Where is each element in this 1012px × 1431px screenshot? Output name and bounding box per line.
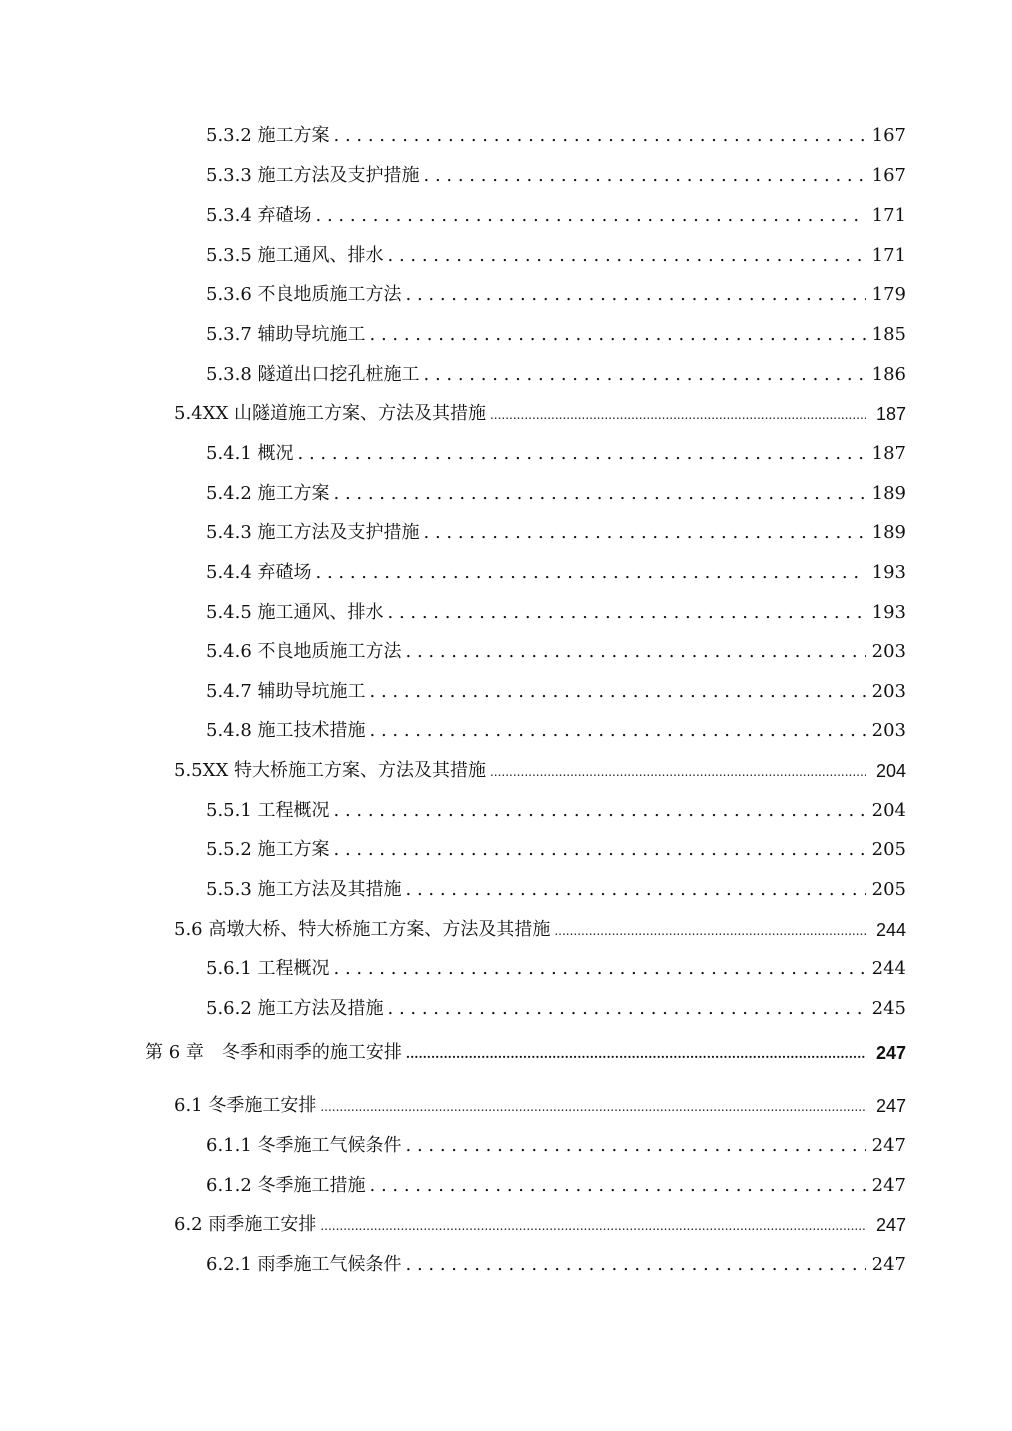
toc-entry-title: 5.6.2 施工方法及措施 (206, 998, 384, 1019)
toc-section-entry[interactable] (174, 1210, 906, 1240)
toc-entry-title: 5.5.1 工程概况 (206, 800, 330, 821)
toc-chapter-entry[interactable] (145, 1038, 906, 1068)
toc-leader-dots (320, 1091, 866, 1121)
toc-entry-page: 247 (871, 1135, 906, 1156)
toc-entry[interactable] (206, 201, 906, 231)
toc-entry-page: 247 (871, 1254, 906, 1275)
toc-leader-dots (370, 677, 866, 707)
toc-leader-dots (490, 399, 866, 429)
toc-leader-dots (388, 994, 866, 1024)
toc-entry[interactable] (206, 161, 906, 191)
toc-entry[interactable] (206, 954, 906, 984)
toc-entry-page: 185 (871, 324, 906, 345)
toc-entry[interactable] (206, 796, 906, 826)
toc-leader-dots (334, 835, 866, 865)
toc-entry-title: 5.5.2 施工方案 (206, 839, 330, 860)
toc-entry-page: 203 (871, 681, 906, 702)
toc-entry-title: 5.4XX 山隧道施工方案、方法及其措施 (174, 403, 486, 424)
toc-entry-page: 189 (871, 522, 906, 543)
toc-entry-page: 244 (875, 920, 906, 940)
toc-leader-dots (334, 121, 866, 151)
toc-entry[interactable] (206, 1131, 906, 1161)
toc-entry-title: 6.2.1 雨季施工气候条件 (206, 1254, 402, 1275)
toc-entry-page: 204 (871, 800, 906, 821)
toc-entry-page: 187 (871, 443, 906, 464)
toc-entry[interactable] (206, 479, 906, 509)
toc-entry-page: 171 (871, 245, 906, 266)
toc-entry-page: 193 (871, 602, 906, 623)
toc-entry-page: 189 (871, 483, 906, 504)
toc-entry[interactable] (206, 677, 906, 707)
toc-leader-dots (406, 280, 866, 310)
toc-entry-page: 167 (871, 125, 906, 146)
toc-entry[interactable] (206, 637, 906, 667)
toc-leader-dots (406, 1131, 866, 1161)
toc-entry-title: 5.3.7 辅助导坑施工 (206, 324, 366, 345)
toc-entry-title: 5.3.5 施工通风、排水 (206, 245, 384, 266)
toc-entry-page: 204 (875, 761, 906, 781)
toc-entry-title: 6.2 雨季施工安排 (174, 1214, 317, 1235)
toc-leader-dots (388, 598, 866, 628)
toc-entry-title: 第 6 章 冬季和雨季的施工安排 (145, 1042, 402, 1063)
toc-leader-dots (406, 1250, 866, 1280)
toc-entry-page: 244 (871, 958, 906, 979)
toc-entry-page: 167 (871, 165, 906, 186)
toc-section-entry[interactable] (174, 399, 906, 429)
toc-entry-title: 5.4.8 施工技术措施 (206, 720, 366, 741)
toc-leader-dots (406, 875, 866, 905)
toc-entry[interactable] (206, 994, 906, 1024)
toc-leader-dots (334, 479, 866, 509)
toc-entry-page: 203 (871, 720, 906, 741)
toc-entry-title: 5.6 高墩大桥、特大桥施工方案、方法及其措施 (174, 919, 551, 940)
toc-entry-title: 5.4.7 辅助导坑施工 (206, 681, 366, 702)
toc-entry-title: 5.4.1 概况 (206, 443, 294, 464)
toc-entry-page: 171 (871, 205, 906, 226)
toc-leader-dots (334, 796, 866, 826)
toc-entry[interactable] (206, 716, 906, 746)
toc-entry-page: 247 (875, 1215, 906, 1235)
toc-leader-dots (370, 320, 866, 350)
toc-leader-dots (490, 756, 866, 786)
toc-entry-title: 5.5XX 特大桥施工方案、方法及其措施 (174, 760, 486, 781)
toc-leader-dots (424, 518, 866, 548)
toc-entry[interactable] (206, 121, 906, 151)
toc-entry[interactable] (206, 1171, 906, 1201)
toc-leader-dots (334, 954, 866, 984)
toc-leader-dots (370, 1171, 866, 1201)
toc-entry-page: 247 (875, 1096, 906, 1116)
toc-entry-title: 5.3.6 不良地质施工方法 (206, 284, 402, 305)
toc-entry-title: 5.5.3 施工方法及其措施 (206, 879, 402, 900)
toc-leader-dots (316, 201, 866, 231)
toc-entry-title: 5.3.4 弃碴场 (206, 205, 312, 226)
toc-leader-dots (316, 558, 866, 588)
toc-entry-title: 5.3.3 施工方法及支护措施 (206, 165, 420, 186)
toc-leader-dots (406, 637, 866, 667)
toc-entry[interactable] (206, 558, 906, 588)
toc-leader-dots (320, 1210, 866, 1240)
toc-entry[interactable] (206, 598, 906, 628)
toc-entry-page: 245 (871, 998, 906, 1019)
toc-entry-title: 5.3.8 隧道出口挖孔桩施工 (206, 364, 420, 385)
toc-leader-dots (388, 241, 866, 271)
toc-section-entry[interactable] (174, 1091, 906, 1121)
toc-entry-title: 5.4.6 不良地质施工方法 (206, 641, 402, 662)
toc-entry[interactable] (206, 360, 906, 390)
toc-entry-title: 5.3.2 施工方案 (206, 125, 330, 146)
toc-leader-dots (424, 161, 866, 191)
toc-entry-title: 6.1 冬季施工安排 (174, 1095, 317, 1116)
toc-entry-page: 247 (871, 1175, 906, 1196)
toc-entry[interactable] (206, 835, 906, 865)
toc-entry[interactable] (206, 241, 906, 271)
toc-leader-dots (406, 1038, 866, 1068)
toc-entry-page: 187 (875, 404, 906, 424)
toc-entry-title: 5.4.2 施工方案 (206, 483, 330, 504)
toc-entry-page: 205 (871, 839, 906, 860)
toc-leader-dots (370, 716, 866, 746)
toc-entry-page: 186 (871, 364, 906, 385)
toc-entry[interactable] (206, 518, 906, 548)
toc-entry[interactable] (206, 439, 906, 469)
toc-entry-page: 247 (875, 1043, 906, 1063)
toc-entry-title: 5.6.1 工程概况 (206, 958, 330, 979)
toc-section-entry[interactable] (174, 915, 906, 945)
toc-leader-dots (554, 915, 866, 945)
toc-leader-dots (298, 439, 866, 469)
toc-entry-title: 5.4.5 施工通风、排水 (206, 602, 384, 623)
toc-entry[interactable] (206, 875, 906, 905)
toc-entry-title: 6.1.2 冬季施工措施 (206, 1175, 366, 1196)
toc-leader-dots (424, 360, 866, 390)
toc-entry-page: 205 (871, 879, 906, 900)
toc-entry-page: 193 (871, 562, 906, 583)
toc-entry-title: 5.4.4 弃碴场 (206, 562, 312, 583)
toc-entry[interactable] (206, 280, 906, 310)
toc-entry-title: 6.1.1 冬季施工气候条件 (206, 1135, 402, 1156)
toc-entry-page: 203 (871, 641, 906, 662)
toc-entry-title: 5.4.3 施工方法及支护措施 (206, 522, 420, 543)
toc-entry[interactable] (206, 320, 906, 350)
toc-entry[interactable] (206, 1250, 906, 1280)
toc-section-entry[interactable] (174, 756, 906, 786)
toc-entry-page: 179 (871, 284, 906, 305)
